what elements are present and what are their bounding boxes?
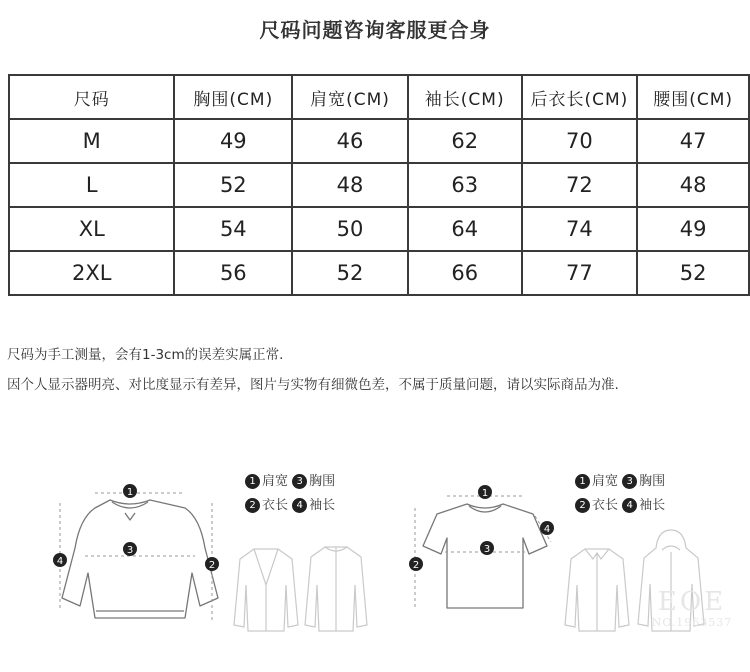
svg-text:1: 1 [126,487,134,498]
watermark-logo: EOE [657,587,727,617]
legend-chest: 胸围 [309,474,336,489]
legend-number-icon: 3 [622,474,637,489]
header-back-length: 后衣长(CM) [522,75,638,119]
shirt-illustration [563,545,631,633]
note-measurement: 尺码为手工测量，会有1-3cm的误差实属正常. [7,347,284,363]
cell-chest: 52 [174,163,292,207]
svg-text:3: 3 [126,545,134,556]
cell-shoulder: 48 [292,163,408,207]
note-color-difference: 因个人显示器明亮、对比度显示有差异，图片与实物有细微色差，不属于质量问题，请以实际商品为准. [7,377,619,393]
legend-number-icon: 2 [245,498,260,513]
header-waist: 腰围(CM) [637,75,749,119]
legend-number-icon: 1 [575,474,590,489]
cell-shoulder: 50 [292,207,408,251]
sweatshirt-diagram [40,478,240,638]
legend-left [245,470,335,518]
legend-chest: 胸围 [639,474,666,489]
marker-3 [123,542,137,556]
cell-size: M [9,119,174,163]
table-row [9,251,749,295]
marker-2 [409,557,423,571]
legend-number-icon: 4 [622,498,637,513]
header-chest: 胸围(CM) [174,75,292,119]
marker-1 [123,484,137,498]
legend-number-icon: 3 [292,474,307,489]
legend-shoulder: 肩宽 [592,474,619,489]
cell-size: L [9,163,174,207]
svg-text:4: 4 [543,524,551,535]
legend-length: 衣长 [592,498,619,513]
watermark [642,588,742,630]
header-sleeve: 袖长(CM) [408,75,522,119]
legend-number-icon: 2 [575,498,590,513]
legend-sleeve: 袖长 [639,498,666,513]
legend-sleeve: 袖长 [309,498,336,513]
table-header-row [9,75,749,119]
notes [7,340,619,400]
header-shoulder: 肩宽(CM) [292,75,408,119]
tshirt-diagram [405,478,565,638]
cell-sleeve: 64 [408,207,522,251]
table-row [9,119,749,163]
cell-waist: 48 [637,163,749,207]
cell-size: 2XL [9,251,174,295]
svg-text:4: 4 [56,556,64,567]
table-row [9,163,749,207]
cell-waist: 47 [637,119,749,163]
legend-right [575,470,665,518]
marker-2 [205,557,219,571]
marker-1 [478,485,492,499]
cell-back-length: 77 [522,251,638,295]
cell-size: XL [9,207,174,251]
watermark-number: NO.1963537 [651,616,733,629]
cell-chest: 49 [174,119,292,163]
svg-text:2: 2 [412,560,420,571]
cell-chest: 56 [174,251,292,295]
legend-number-icon: 4 [292,498,307,513]
cell-waist: 49 [637,207,749,251]
cell-shoulder: 46 [292,119,408,163]
cell-sleeve: 66 [408,251,522,295]
cell-sleeve: 62 [408,119,522,163]
cell-waist: 52 [637,251,749,295]
svg-text:3: 3 [483,544,491,555]
header-size: 尺码 [9,75,174,119]
table-row [9,207,749,251]
legend-length: 衣长 [262,498,289,513]
cell-back-length: 72 [522,163,638,207]
page-title: 尺码问题咨询客服更合身 [259,18,491,42]
blazer-illustration [232,545,300,633]
svg-text:2: 2 [208,560,216,571]
marker-4 [53,553,67,567]
cell-sleeve: 63 [408,163,522,207]
svg-text:1: 1 [481,488,489,499]
cell-back-length: 70 [522,119,638,163]
marker-3 [480,541,494,555]
jacket-illustration [303,545,369,633]
marker-4 [540,521,554,535]
cell-chest: 54 [174,207,292,251]
legend-number-icon: 1 [245,474,260,489]
size-chart-table [8,74,750,296]
cell-back-length: 74 [522,207,638,251]
cell-shoulder: 52 [292,251,408,295]
legend-shoulder: 肩宽 [262,474,289,489]
